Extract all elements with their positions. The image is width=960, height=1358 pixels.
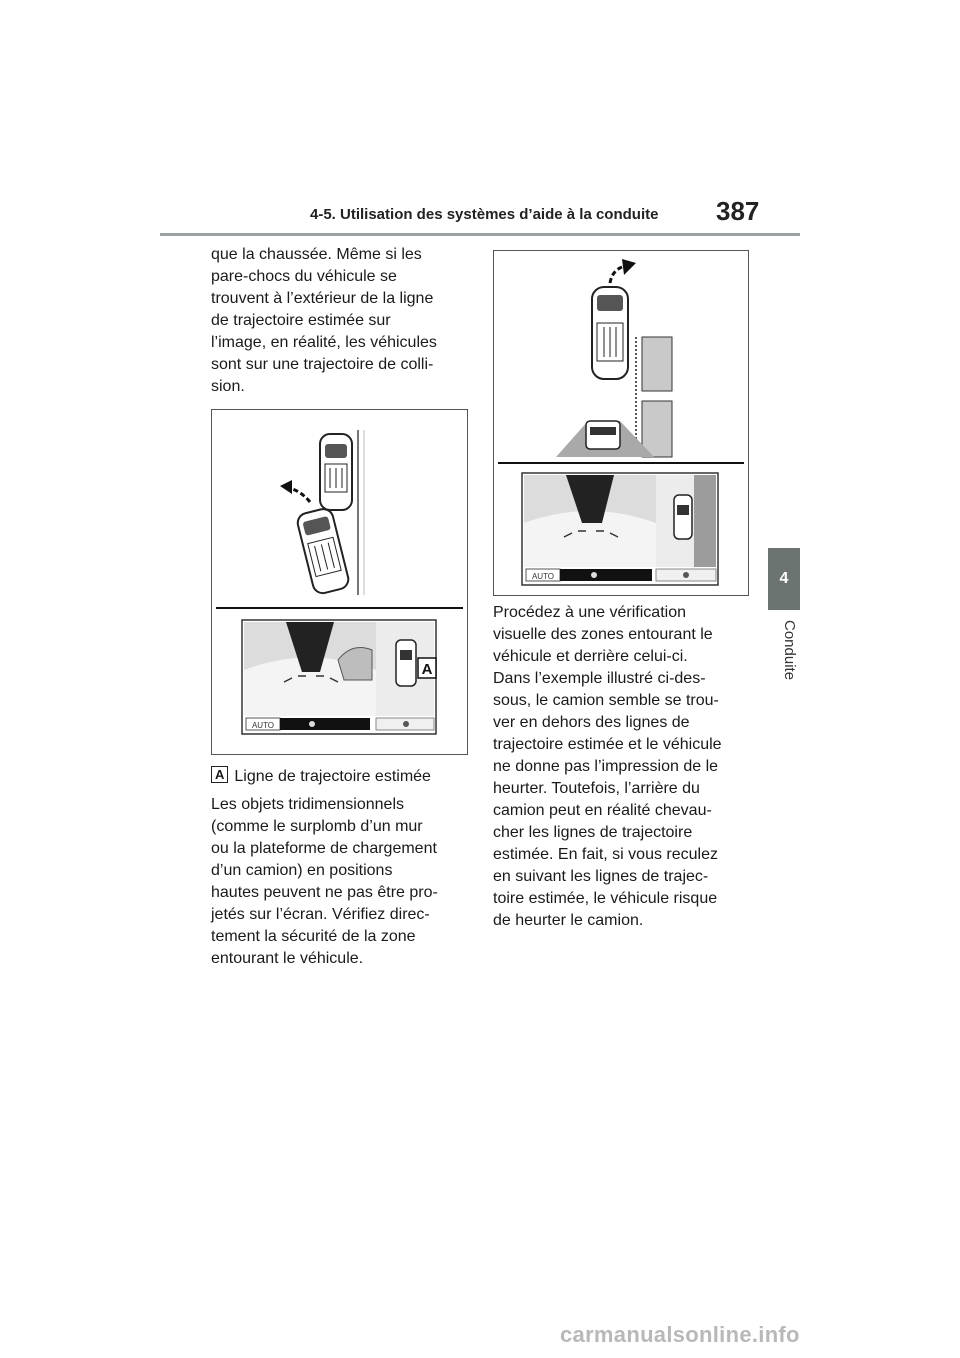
text-line: heurter. Toutefois, l’arrière du xyxy=(493,780,700,797)
text-line: de heurter le camion. xyxy=(493,912,644,929)
text-line: visuelle des zones entourant le xyxy=(493,626,713,643)
text-line: véhicule et derrière celui-ci. xyxy=(493,648,688,665)
text-line: (comme le surplomb d’un mur xyxy=(211,818,423,835)
text-line: Procédez à une vérification xyxy=(493,604,686,621)
text-line: en suivant les lignes de trajec- xyxy=(493,868,709,885)
text-line: ver en dehors des lignes de xyxy=(493,714,690,731)
chapter-tab[interactable]: 4 xyxy=(768,548,800,610)
text-line: sont sur une trajectoire de colli- xyxy=(211,356,434,373)
chapter-label: Conduite xyxy=(781,620,798,681)
truck-bed xyxy=(642,337,672,391)
camera-monitor-screen xyxy=(242,620,436,734)
callout-caption xyxy=(211,766,431,788)
text-line: trajectoire estimée et le véhicule xyxy=(493,736,722,753)
parking-illustration xyxy=(212,410,467,754)
callout-a-marker: A xyxy=(211,766,228,783)
text-line: entourant le véhicule. xyxy=(211,950,364,967)
text-line: sion. xyxy=(211,378,245,395)
top-view-car-icon xyxy=(674,495,692,539)
arrow-head-icon xyxy=(280,480,292,494)
text-line: l’image, en réalité, les véhicules xyxy=(211,334,437,351)
direction-arrow xyxy=(610,267,622,283)
text-line: jetés sur l’écran. Vérifiez direc- xyxy=(211,906,430,923)
text-line: que la chaussée. Même si les xyxy=(211,246,422,263)
callout-text: Ligne de trajectoire estimée xyxy=(234,768,431,785)
camera-side-icon xyxy=(683,572,689,578)
page-number: 387 xyxy=(716,196,760,226)
watermark: carmanualsonline.info xyxy=(560,1322,800,1347)
text-line: ne donne pas l’impression de le xyxy=(493,758,719,775)
text-line: tement la sécurité de la zone xyxy=(211,928,416,945)
auto-button-label: AUTO xyxy=(531,572,555,581)
section-title: 4-5. Utilisation des systèmes d’aide à la conduite xyxy=(310,206,659,223)
callout-a-letter: A xyxy=(421,661,433,678)
text-line: trouvent à l’extérieur de la ligne xyxy=(211,290,434,307)
text-line: d’un camion) en positions xyxy=(211,862,393,879)
body-paragraph-right xyxy=(493,602,722,932)
camera-side-icon xyxy=(403,721,409,727)
text-line: Dans l’exemple illustré ci-des- xyxy=(493,670,706,687)
text-line: estimée. En fait, si vous reculez xyxy=(493,846,718,863)
arrow-head-icon xyxy=(622,259,636,275)
text-line: toire estimée, le véhicule risque xyxy=(493,890,718,907)
body-paragraph-left xyxy=(211,794,438,970)
truck-illustration xyxy=(494,251,748,595)
text-line: pare-chocs du véhicule se xyxy=(211,268,397,285)
text-line: Les objets tridimensionnels xyxy=(211,796,404,813)
text-line: ou la plateforme de chargement xyxy=(211,840,437,857)
text-line: cher les lignes de trajectoire xyxy=(493,824,693,841)
camera-icon xyxy=(309,721,315,727)
camera-icon xyxy=(591,572,597,578)
text-line: sous, le camion semble se trou- xyxy=(493,692,719,709)
text-line: hautes peuvent ne pas être pro- xyxy=(211,884,438,901)
text-line: de trajectoire estimée sur xyxy=(211,312,391,329)
figure-truck-overhang xyxy=(493,250,749,596)
parked-car-icon xyxy=(320,434,352,510)
intro-paragraph xyxy=(211,244,437,398)
reversing-car-icon xyxy=(296,507,351,595)
figure-parallel-parking xyxy=(211,409,468,755)
header-divider xyxy=(160,233,800,236)
reversing-car-icon xyxy=(592,287,628,379)
auto-button-label: AUTO xyxy=(251,721,275,730)
camera-monitor-screen xyxy=(522,473,718,585)
top-view-car-icon xyxy=(396,640,416,686)
text-line: camion peut en réalité chevau- xyxy=(493,802,712,819)
